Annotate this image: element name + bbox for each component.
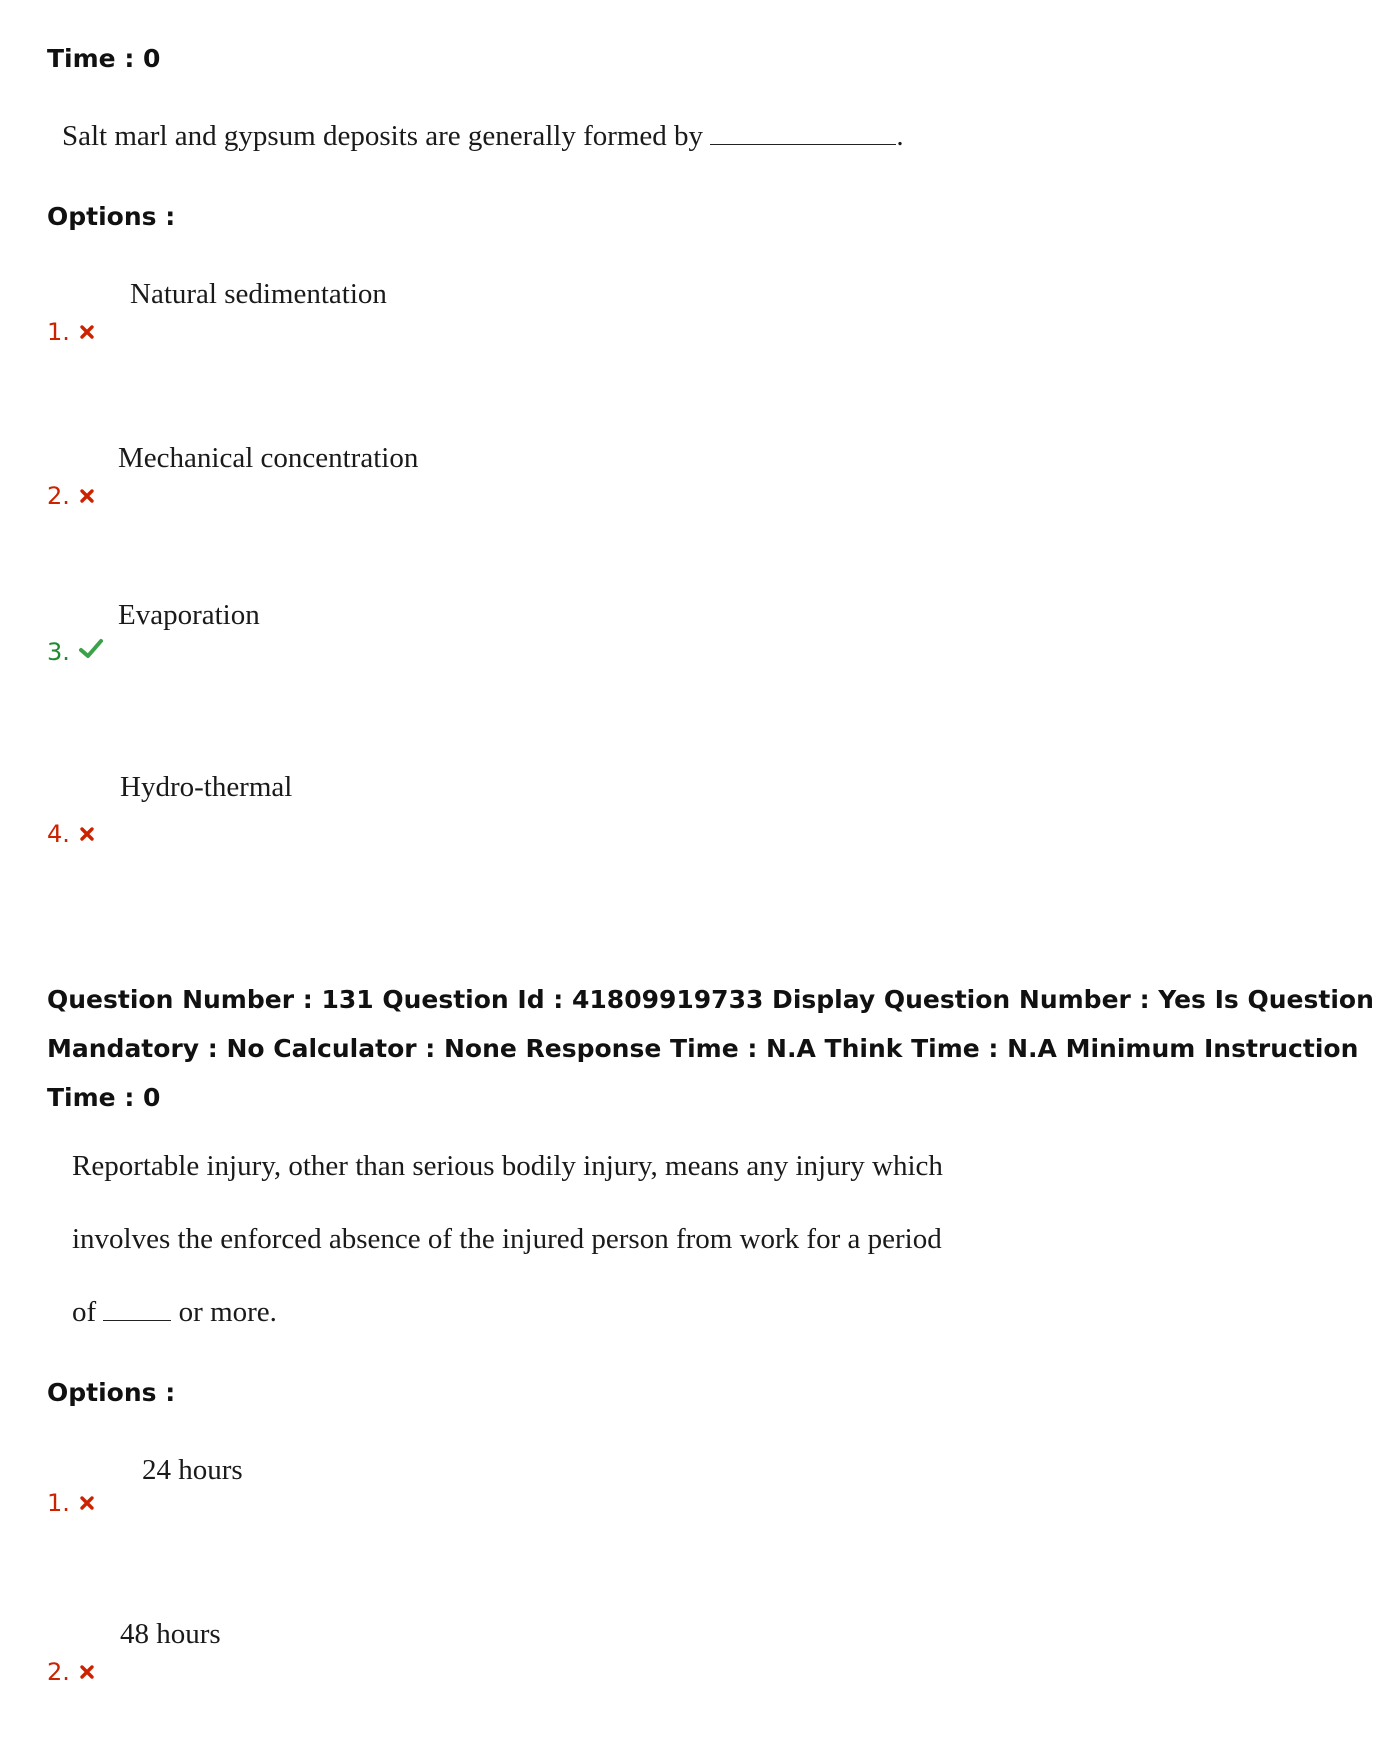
- time-label: Time : 0: [47, 44, 161, 73]
- option-text: 48 hours: [120, 1618, 221, 1650]
- option-number: [47, 482, 95, 510]
- question-meta-line: Question Number : 131 Question Id : 41809919733 Display Question Number : Yes Is Question: [47, 985, 1374, 1014]
- options-heading: Options :: [47, 202, 176, 231]
- cross-icon: [79, 482, 95, 510]
- answer-blank: [710, 122, 896, 145]
- options-heading: Options :: [47, 1378, 176, 1407]
- question-meta-line: Mandatory : No Calculator : None Response Time : N.A Think Time : N.A Minimum Instruction: [47, 1034, 1359, 1063]
- option-number: [47, 1489, 95, 1517]
- option-number-label: 2.: [47, 482, 70, 510]
- option-number-label: 1.: [47, 318, 70, 346]
- question-text-end: or more.: [178, 1296, 277, 1328]
- cross-icon: [79, 820, 95, 848]
- option-number: [47, 638, 103, 666]
- answer-blank: [103, 1298, 171, 1321]
- question-text-end: .: [896, 120, 904, 152]
- time-label: Time : 0: [47, 1083, 161, 1112]
- option-number: [47, 318, 95, 346]
- option-text: Natural sedimentation: [130, 278, 387, 310]
- option-number-label: 3.: [47, 638, 70, 666]
- option-text: Mechanical concentration: [118, 442, 419, 474]
- option-number-label: 4.: [47, 820, 70, 848]
- cross-icon: [79, 1489, 95, 1517]
- question-text: [62, 120, 904, 153]
- question-text-line: Reportable injury, other than serious bodily injury, means any injury which: [72, 1150, 943, 1182]
- question-text-main: Salt marl and gypsum deposits are generally formed by: [62, 120, 704, 152]
- cross-icon: [79, 318, 95, 346]
- check-icon: [79, 638, 103, 666]
- option-number-label: 1.: [47, 1489, 70, 1517]
- question-text-start: of: [72, 1296, 97, 1328]
- question-text-line: [72, 1296, 277, 1329]
- option-number-label: 2.: [47, 1658, 70, 1686]
- question-text-line: involves the enforced absence of the injured person from work for a period: [72, 1223, 942, 1255]
- cross-icon: [79, 1658, 95, 1686]
- option-text: 24 hours: [142, 1454, 243, 1486]
- option-number: [47, 820, 95, 848]
- option-text: Evaporation: [118, 599, 260, 631]
- option-number: [47, 1658, 95, 1686]
- option-text: Hydro-thermal: [120, 771, 293, 803]
